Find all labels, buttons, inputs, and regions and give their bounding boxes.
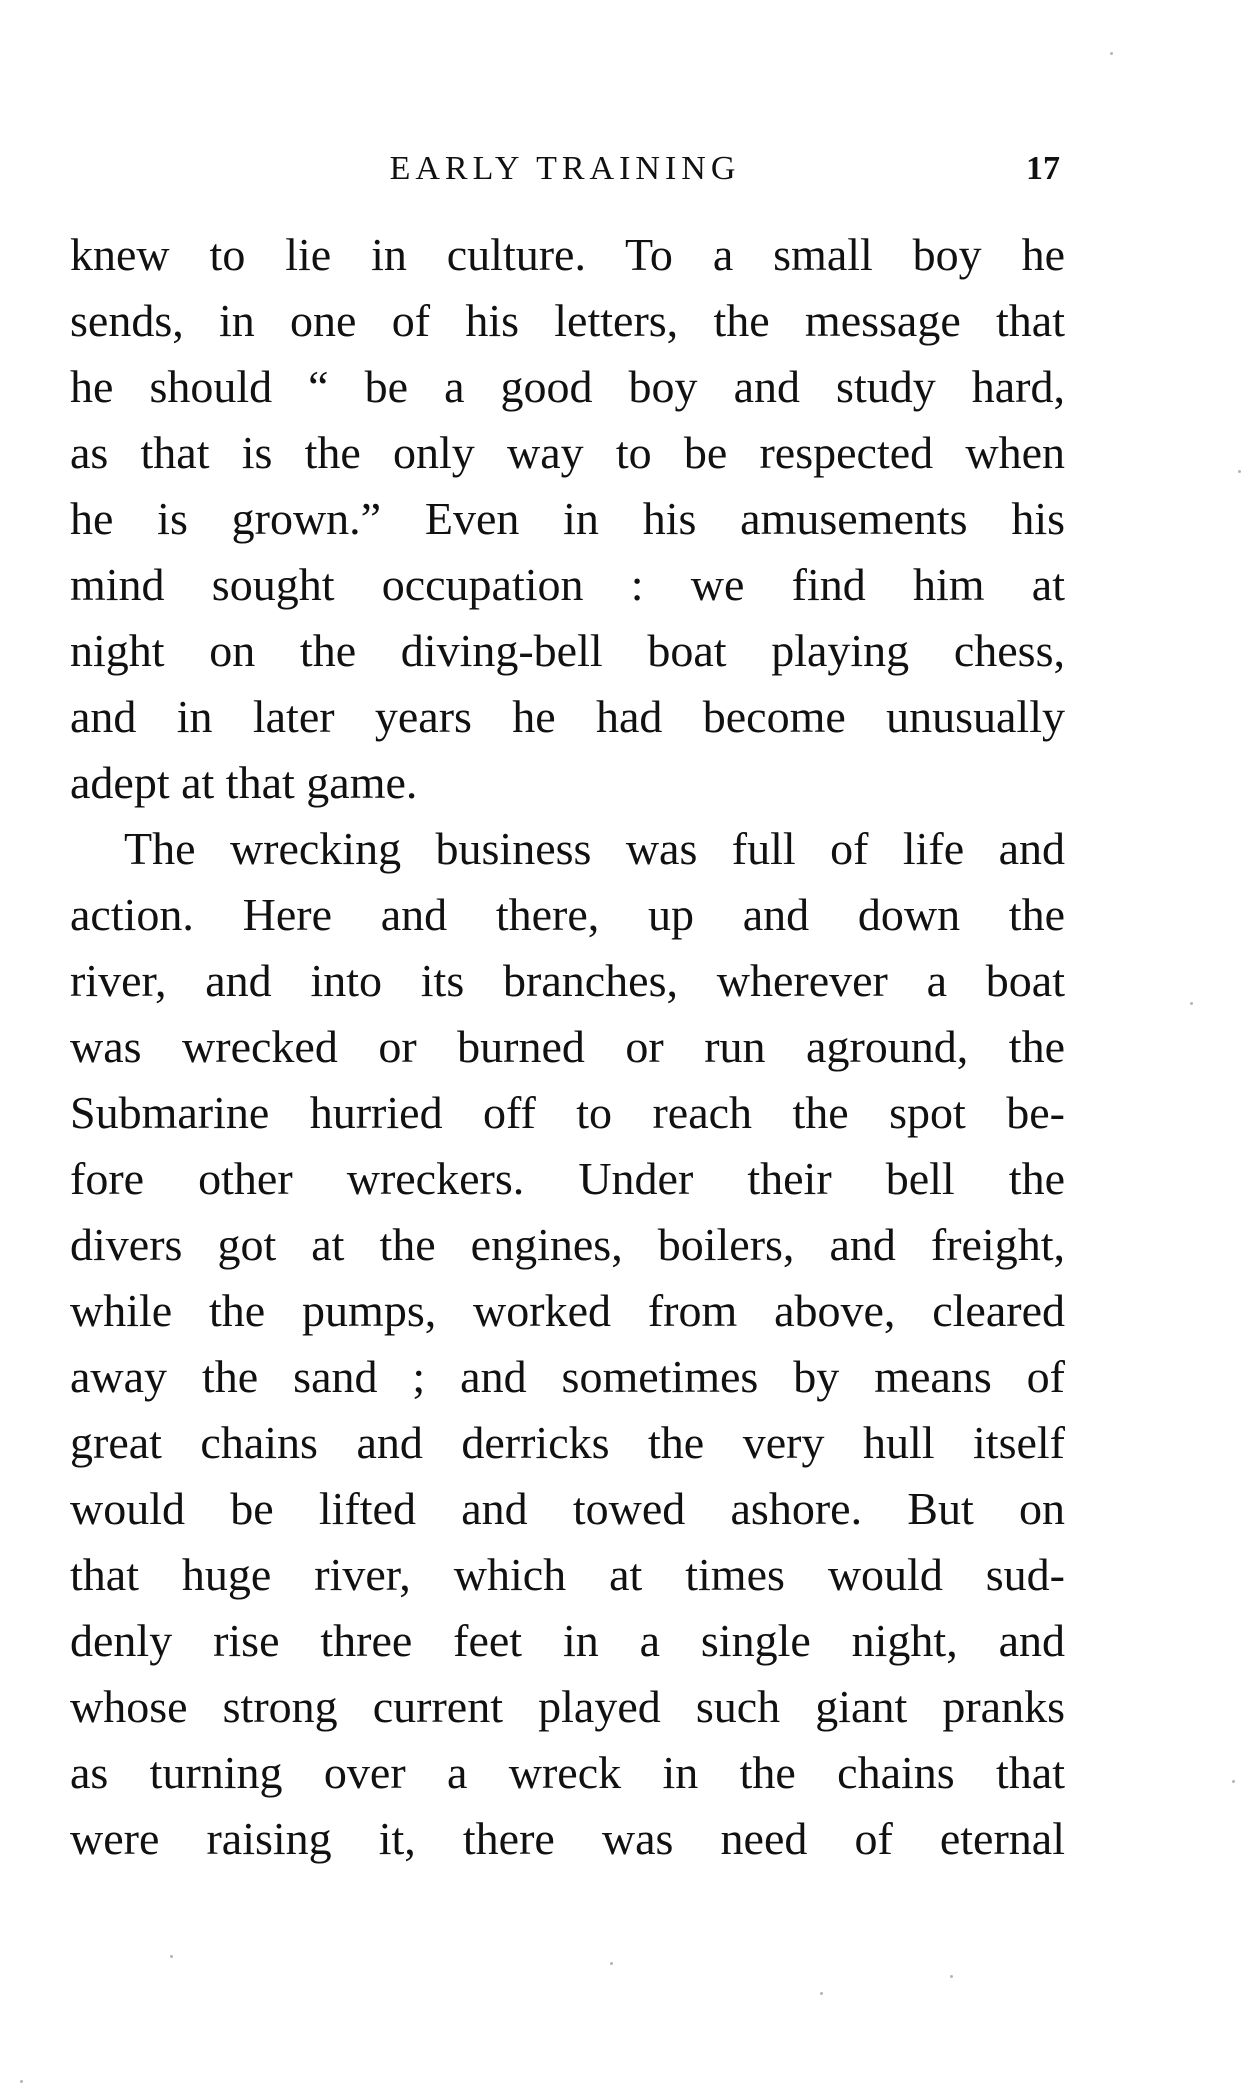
paragraph-2 (70, 816, 1065, 1872)
text-line: while the pumps, worked from above, cleared (70, 1285, 1065, 1336)
text-line: mind sought occupation : we find him at (70, 559, 1065, 610)
text-line: as turning over a wreck in the chains that (70, 1747, 1065, 1798)
paper-speck (20, 2080, 23, 2083)
paper-speck (1238, 470, 1241, 473)
page-header (70, 150, 1060, 196)
paper-speck (610, 1962, 613, 1965)
text-line: night on the diving-bell boat playing chess, (70, 625, 1065, 676)
text-line: he should “ be a good boy and study hard, (70, 361, 1065, 412)
text-line: action. Here and there, up and down the (70, 889, 1065, 940)
paper-speck (950, 1975, 953, 1978)
text-line: whose strong current played such giant pranks (70, 1681, 1065, 1732)
paper-speck (170, 1955, 173, 1958)
text-line: denly rise three feet in a single night, and (70, 1615, 1065, 1666)
paper-speck (820, 1992, 823, 1995)
page-number: 17 (1026, 150, 1060, 187)
text-line: was wrecked or burned or run aground, the (70, 1021, 1065, 1072)
paragraph-1 (70, 222, 1065, 816)
text-line: river, and into its branches, wherever a boat (70, 955, 1065, 1006)
paper-speck (1190, 1002, 1193, 1005)
text-line: sends, in one of his letters, the message that (70, 295, 1065, 346)
text-line: as that is the only way to be respected when (70, 427, 1065, 478)
paper-speck (1110, 52, 1113, 55)
text-line: he is grown.” Even in his amusements his (70, 493, 1065, 544)
text-line: fore other wreckers. Under their bell the (70, 1153, 1065, 1204)
text-line: Submarine hurried off to reach the spot be- (70, 1087, 1065, 1138)
text-line: away the sand ; and sometimes by means of (70, 1351, 1065, 1402)
text-line: would be lifted and towed ashore. But on (70, 1483, 1065, 1534)
text-line: divers got at the engines, boilers, and freight, (70, 1219, 1065, 1270)
running-head: EARLY TRAINING (389, 150, 741, 187)
text-line: great chains and derricks the very hull itself (70, 1417, 1065, 1468)
body-text (70, 222, 1065, 1872)
text-line: The wrecking business was full of life and (124, 823, 1065, 874)
text-line: knew to lie in culture. To a small boy he (70, 229, 1065, 280)
text-line: adept at that game. (70, 757, 418, 808)
text-line: that huge river, which at times would sud- (70, 1549, 1065, 1600)
paper-speck (1232, 1780, 1235, 1783)
text-line: and in later years he had become unusually (70, 691, 1065, 742)
text-line: were raising it, there was need of eternal (70, 1813, 1065, 1864)
